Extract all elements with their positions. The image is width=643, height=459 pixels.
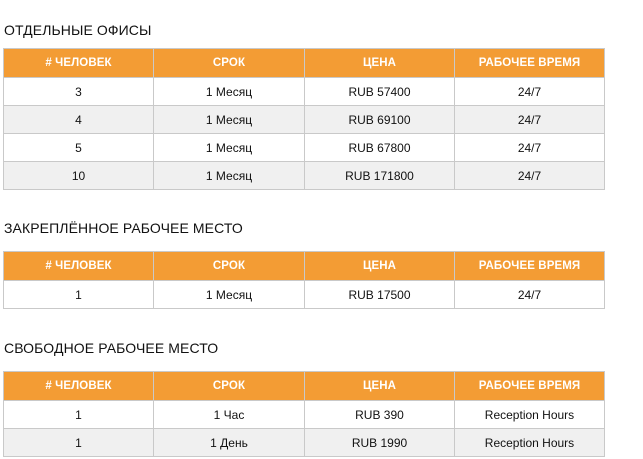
table-row <box>4 281 605 309</box>
section-title: ОТДЕЛЬНЫЕ ОФИСЫ <box>4 22 152 38</box>
cell-people: 1 <box>4 429 154 457</box>
header-people: # ЧЕЛОВЕК <box>4 49 154 78</box>
header-price: ЦЕНА <box>305 49 455 78</box>
cell-hours: 24/7 <box>455 106 605 134</box>
header-people: # ЧЕЛОВЕК <box>4 372 154 401</box>
table-row <box>4 78 605 106</box>
pricing-table <box>3 251 605 309</box>
header-price: ЦЕНА <box>305 372 455 401</box>
cell-price: RUB 67800 <box>305 134 455 162</box>
cell-term: 1 Месяц <box>154 106 305 134</box>
cell-hours: 24/7 <box>455 162 605 190</box>
cell-hours: 24/7 <box>455 134 605 162</box>
cell-term: 1 Месяц <box>154 134 305 162</box>
cell-people: 10 <box>4 162 154 190</box>
cell-people: 3 <box>4 78 154 106</box>
header-term: СРОК <box>154 49 305 78</box>
table-header-row <box>4 372 605 401</box>
header-people: # ЧЕЛОВЕК <box>4 252 154 281</box>
section-title: ЗАКРЕПЛЁННОЕ РАБОЧЕЕ МЕСТО <box>4 220 243 236</box>
section-title: СВОБОДНОЕ РАБОЧЕЕ МЕСТО <box>4 340 219 356</box>
header-term: СРОК <box>154 372 305 401</box>
cell-price: RUB 1990 <box>305 429 455 457</box>
cell-people: 4 <box>4 106 154 134</box>
header-hours: РАБОЧЕЕ ВРЕМЯ <box>455 252 605 281</box>
cell-term: 1 День <box>154 429 305 457</box>
section-hot-desk <box>3 340 604 450</box>
cell-people: 1 <box>4 401 154 429</box>
cell-price: RUB 69100 <box>305 106 455 134</box>
cell-people: 5 <box>4 134 154 162</box>
pricing-table <box>3 48 605 190</box>
cell-hours: 24/7 <box>455 78 605 106</box>
table-header-row <box>4 252 605 281</box>
header-hours: РАБОЧЕЕ ВРЕМЯ <box>455 372 605 401</box>
pricing-table <box>3 371 605 457</box>
section-fixed-desk <box>3 220 604 302</box>
cell-hours: Reception Hours <box>455 429 605 457</box>
section-private-offices <box>3 22 604 183</box>
cell-price: RUB 17500 <box>305 281 455 309</box>
header-hours: РАБОЧЕЕ ВРЕМЯ <box>455 49 605 78</box>
cell-people: 1 <box>4 281 154 309</box>
table-row <box>4 162 605 190</box>
table-row <box>4 401 605 429</box>
cell-price: RUB 390 <box>305 401 455 429</box>
cell-term: 1 Месяц <box>154 162 305 190</box>
table-row <box>4 429 605 457</box>
header-term: СРОК <box>154 252 305 281</box>
table-row <box>4 106 605 134</box>
cell-term: 1 Месяц <box>154 281 305 309</box>
cell-hours: 24/7 <box>455 281 605 309</box>
cell-hours: Reception Hours <box>455 401 605 429</box>
cell-term: 1 Час <box>154 401 305 429</box>
cell-price: RUB 171800 <box>305 162 455 190</box>
table-header-row <box>4 49 605 78</box>
cell-price: RUB 57400 <box>305 78 455 106</box>
header-price: ЦЕНА <box>305 252 455 281</box>
table-row <box>4 134 605 162</box>
cell-term: 1 Месяц <box>154 78 305 106</box>
